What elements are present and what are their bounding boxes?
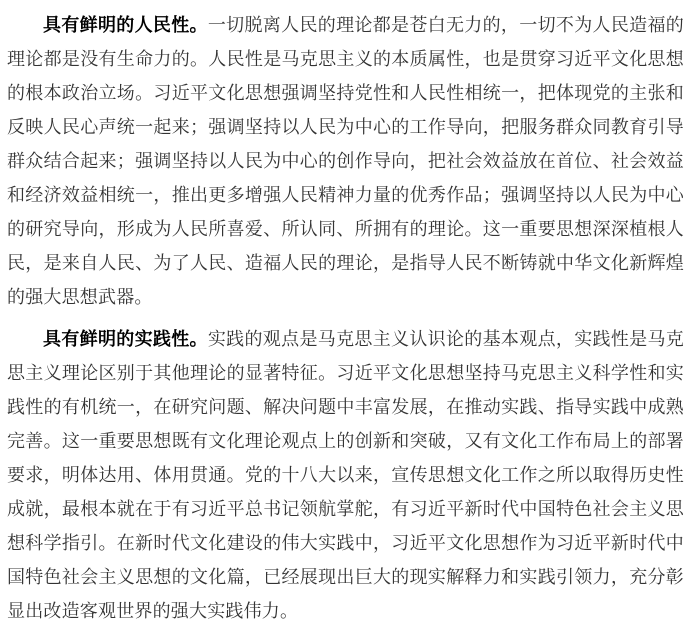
paragraph-practice-nature xyxy=(7,322,684,628)
paragraph-body-practice-nature: 实践的观点是马克思主义认识论的基本观点，实践性是马克思主义理论区别于其他理论的显著特征。习近平文化思想坚持马克思主义科学性和实践性的有机统一，在研究问题、解决问题中丰富发展，在推动实践、指导实践中成熟完善。这一重要思想既有文化理论观点上的创新和突破，又有文化工作布局上的部署要求，明体达用、体用贯通。党的十八大以来，宣传思想文化工作之所以取得历史性成就，最根本就在于有习近平总书记领航掌舵，有习近平新时代中国特色社会主义思想科学指引。在新时代文化建设的伟大实践中，习近平文化思想作为习近平新时代中国特色社会主义思想的文化篇，已经展现出巨大的现实解释力和实践引领力，充分彰显出改造客观世界的强大实践伟力。 xyxy=(7,329,684,621)
paragraph-body-people-nature: 一切脱离人民的理论都是苍白无力的，一切不为人民造福的理论都是没有生命力的。人民性是马克思主义的本质属性，也是贯穿习近平文化思想的根本政治立场。习近平文化思想强调坚持党性和人民性相统一，把体现党的主张和反映人民心声统一起来；强调坚持以人民为中心的工作导向，把服务群众同教育引导群众结合起来；强调坚持以人民为中心的创作导向，把社会效益放在首位、社会效益和经济效益相统一，推出更多增强人民精神力量的优秀作品；强调坚持以人民为中心的研究导向，形成为人民所喜爱、所认同、所拥有的理论。这一重要思想深深植根人民，是来自人民、为了人民、造福人民的理论，是指导人民不断铸就中华文化新辉煌的强大思想武器。 xyxy=(7,15,684,307)
paragraph-lead-practice-nature: 具有鲜明的实践性。 xyxy=(43,329,208,349)
paragraph-people-nature xyxy=(7,8,684,314)
paragraph-lead-people-nature: 具有鲜明的人民性。 xyxy=(43,15,208,35)
